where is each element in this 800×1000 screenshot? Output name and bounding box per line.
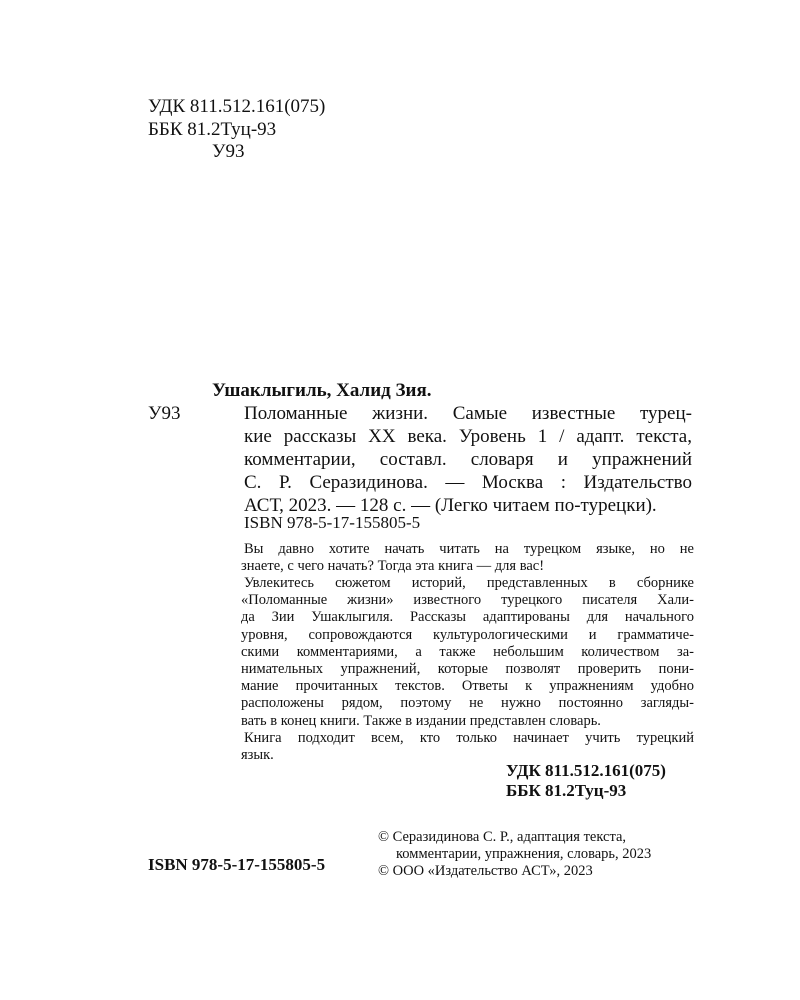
footer-udk: УДК 811.512.161(075) — [506, 761, 666, 780]
annotation-line: уровня, сопровождаются культурологическими и грамматиче- — [241, 626, 694, 643]
card-isbn: ISBN 978-5-17-155805-5 — [244, 513, 421, 532]
copyright-line: © Серазидинова С. Р., адаптация текста, — [378, 829, 627, 845]
annotation-paragraph-3 — [241, 730, 694, 764]
card-author: Ушаклыгиль, Халид Зия. — [212, 380, 432, 401]
header-udk: УДК 811.512.161(075) — [148, 96, 326, 117]
card-description-line: С. Р. Серазидинова. — Москва : Издательство — [244, 472, 692, 493]
copyright-line: © ООО «Издательство АСТ», 2023 — [378, 863, 593, 880]
copyright-line: комментарии, упражнения, словарь, 2023 — [396, 846, 652, 863]
header-code: У93 — [212, 141, 245, 162]
annotation-line: Книга подходит всем, кто только начинает учить турецкий — [244, 730, 694, 746]
annotation-line: скими комментариями, а также небольшим количеством за- — [241, 643, 694, 660]
card-description — [244, 403, 692, 516]
header-bbk: ББК 81.2Туц-93 — [148, 119, 277, 140]
annotation-line: Вы давно хотите начать читать на турецком языке, но не — [244, 541, 694, 557]
annotation-paragraph-2 — [241, 575, 694, 730]
card-description-line: Поломанные жизни. Самые известные турец- — [244, 403, 692, 424]
annotation-paragraph-1 — [241, 541, 694, 575]
card-description-line: АСТ, 2023. — 128 с. — (Легко читаем по-турецки). — [244, 495, 657, 516]
copyright-notice — [378, 829, 708, 881]
card-description-line: кие рассказы XX века. Уровень 1 / адапт. текста, — [244, 426, 692, 447]
annotation-line: расположены рядом, поэтому не нужно постоянно загляды- — [241, 695, 694, 712]
annotation-line: нимательных упражнений, которые позволят проверить пони- — [241, 661, 694, 678]
footer-bbk: ББК 81.2Туц-93 — [506, 781, 627, 800]
annotation-line: вать в конец книги. Также в издании представлен словарь. — [241, 712, 601, 729]
copyright-isbn: ISBN 978-5-17-155805-5 — [148, 855, 326, 874]
annotation-line: Увлекитесь сюжетом историй, представленных в сборнике — [244, 575, 694, 591]
card-description-line: комментарии, составл. словаря и упражнений — [244, 449, 692, 470]
annotation-line: да Зии Ушаклыгиля. Рассказы адаптированы для начального — [241, 609, 694, 626]
card-code: У93 — [148, 403, 181, 424]
annotation-line: язык. — [241, 747, 274, 764]
annotation-line: «Поломанные жизни» известного турецкого писателя Хали- — [241, 592, 694, 609]
annotation-line: знаете, с чего начать? Тогда эта книга — для вас! — [241, 558, 545, 575]
annotation-line: мание прочитанных текстов. Ответы к упражнениям удобно — [241, 678, 694, 695]
